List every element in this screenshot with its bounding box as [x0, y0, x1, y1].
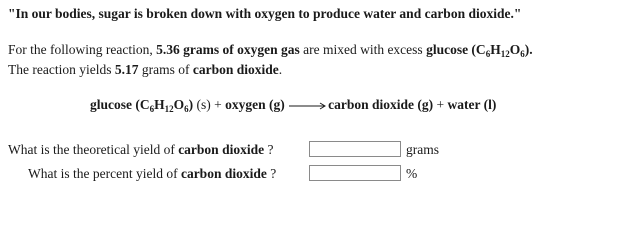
problem-text: The reaction yields [8, 62, 115, 77]
problem-line-2: The reaction yields 5.17 grams of carbon dioxide. [8, 62, 283, 77]
theoretical-yield-unit: grams [406, 142, 439, 157]
theoretical-yield-input[interactable] [309, 141, 401, 157]
product-name: carbon dioxide [192, 62, 279, 77]
problem-text: For the following reaction, [8, 42, 157, 57]
quote-text: "In our bodies, sugar is broken down with oxygen to produce water and carbon dioxide." [8, 6, 522, 21]
reaction-equation: glucose $(C_6H_{12}O_6) (s)$ + oxygen (g) carbon dioxide (g) + water (l) [90, 97, 497, 114]
question-subject: carbon dioxide [180, 166, 267, 181]
reaction-arrow-icon [289, 101, 327, 111]
reagent-name: glucose $(C_6H_{12}O_6)$. [426, 42, 533, 59]
product-mass: 5.17 [114, 62, 139, 77]
percent-yield-input[interactable] [309, 165, 401, 181]
problem-text: are mixed with excess [299, 42, 427, 57]
problem-text: grams of [138, 62, 193, 77]
question-percent-yield: What is the percent yield of carbon dioxide ? [28, 166, 277, 181]
reactant-glucose: glucose $(C_6H_{12}O_6)$ [90, 97, 194, 114]
product-water: water (l) [447, 97, 497, 112]
oxygen-mass: 5.36 grams of oxygen gas [156, 42, 300, 57]
percent-yield-unit: % [406, 166, 418, 181]
question-subject: carbon dioxide [178, 142, 265, 157]
problem-line-1 [8, 42, 533, 58]
question-theoretical-yield: What is the theoretical yield of carbon dioxide ? [8, 142, 274, 157]
reactant-oxygen: oxygen (g) [225, 97, 285, 112]
product-co2: carbon dioxide (g) [328, 97, 434, 112]
